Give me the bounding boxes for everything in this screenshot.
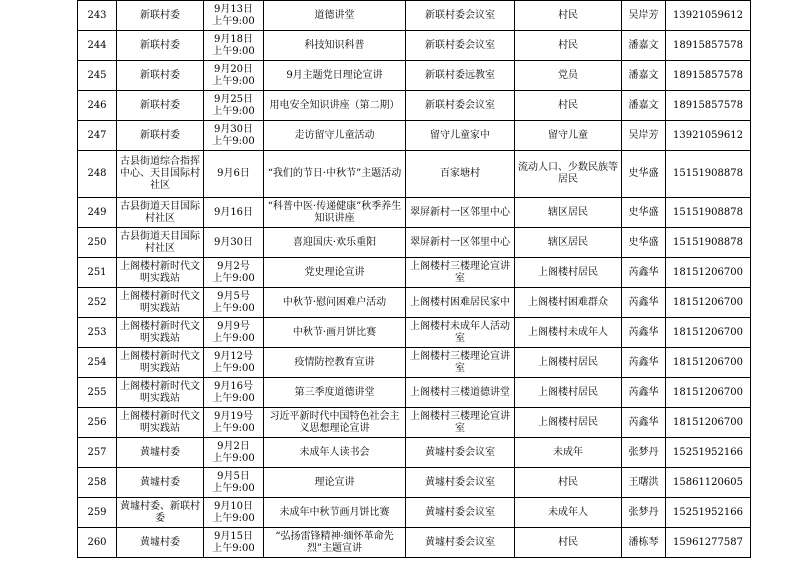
row-number-cell: 248: [78, 151, 117, 198]
activity-schedule-table: [77, 0, 751, 558]
contact-phone-cell: 18915857578: [666, 61, 751, 91]
contact-phone-cell: 18151206700: [666, 378, 751, 408]
activity-title-cell: 习近平新时代中国特色社会主义思想理论宣讲: [264, 408, 406, 438]
table-row: [78, 288, 751, 318]
audience-cell: 上阁楼村困难群众: [515, 288, 622, 318]
row-number-cell: 243: [78, 1, 117, 31]
organizer-cell: 上阁楼村新时代文明实践站: [117, 378, 204, 408]
contact-phone-cell: 18151206700: [666, 258, 751, 288]
audience-cell: 村民: [515, 31, 622, 61]
organizer-cell: 黄墟村委、新联村委: [117, 498, 204, 528]
contact-person-cell: 张梦丹: [622, 498, 666, 528]
contact-phone-cell: 15251952166: [666, 498, 751, 528]
row-number-cell: 250: [78, 228, 117, 258]
row-number-cell: 256: [78, 408, 117, 438]
audience-cell: 留守儿童: [515, 121, 622, 151]
contact-phone-cell: 18151206700: [666, 408, 751, 438]
contact-person-cell: 芮鑫华: [622, 318, 666, 348]
row-number-cell: 260: [78, 528, 117, 558]
venue-cell: 上阁楼村三楼理论宣讲室: [406, 348, 515, 378]
audience-cell: 上阁楼村居民: [515, 378, 622, 408]
audience-cell: 上阁楼村居民: [515, 258, 622, 288]
organizer-cell: 上阁楼村新时代文明实践站: [117, 408, 204, 438]
audience-cell: 流动人口、少数民族等居民: [515, 151, 622, 198]
contact-phone-cell: 15151908878: [666, 151, 751, 198]
venue-cell: 新联村委会议室: [406, 1, 515, 31]
organizer-cell: 上阁楼村新时代文明实践站: [117, 318, 204, 348]
organizer-cell: 上阁楼村新时代文明实践站: [117, 258, 204, 288]
contact-person-cell: 芮鑫华: [622, 288, 666, 318]
venue-cell: 新联村委会议室: [406, 91, 515, 121]
table-row: [78, 31, 751, 61]
venue-cell: 上阁楼村未成年人活动室: [406, 318, 515, 348]
contact-person-cell: 史华盛: [622, 198, 666, 228]
activity-title-cell: 用电安全知识讲座（第二期）: [264, 91, 406, 121]
table-row: [78, 498, 751, 528]
organizer-cell: 黄墟村委: [117, 468, 204, 498]
table-row: [78, 258, 751, 288]
row-number-cell: 244: [78, 31, 117, 61]
activity-title-cell: “科普中医·传递健康”秋季养生知识讲座: [264, 198, 406, 228]
activity-title-cell: 道德讲堂: [264, 1, 406, 31]
table-row: [78, 198, 751, 228]
contact-phone-cell: 18915857578: [666, 31, 751, 61]
audience-cell: 村民: [515, 528, 622, 558]
activity-title-cell: 中秋节·画月饼比赛: [264, 318, 406, 348]
organizer-cell: 上阁楼村新时代文明实践站: [117, 348, 204, 378]
date-time-cell: 9月15日 上午9:00: [204, 528, 264, 558]
activity-title-cell: 党史理论宣讲: [264, 258, 406, 288]
activity-title-cell: 未成年人读书会: [264, 438, 406, 468]
venue-cell: 黄墟村委会议室: [406, 528, 515, 558]
venue-cell: 上阁楼村困难居民家中: [406, 288, 515, 318]
table-row: [78, 528, 751, 558]
activity-title-cell: 疫情防控教育宣讲: [264, 348, 406, 378]
contact-person-cell: 潘嘉文: [622, 31, 666, 61]
contact-phone-cell: 18151206700: [666, 348, 751, 378]
table-row: [78, 151, 751, 198]
venue-cell: 上阁楼村三楼理论宣讲室: [406, 408, 515, 438]
date-time-cell: 9月25日 上午9:00: [204, 91, 264, 121]
audience-cell: 村民: [515, 91, 622, 121]
contact-person-cell: 芮鑫华: [622, 408, 666, 438]
table-row: [78, 228, 751, 258]
date-time-cell: 9月19号 上午9:00: [204, 408, 264, 438]
activity-title-cell: 未成年中秋节画月饼比赛: [264, 498, 406, 528]
venue-cell: 黄墟村委会议室: [406, 468, 515, 498]
row-number-cell: 258: [78, 468, 117, 498]
date-time-cell: 9月18日 上午9:00: [204, 31, 264, 61]
audience-cell: 上阁楼村未成年人: [515, 318, 622, 348]
audience-cell: 辖区居民: [515, 228, 622, 258]
contact-person-cell: 张梦丹: [622, 438, 666, 468]
row-number-cell: 253: [78, 318, 117, 348]
venue-cell: 翠屏新村一区邻里中心: [406, 198, 515, 228]
table-row: [78, 91, 751, 121]
row-number-cell: 249: [78, 198, 117, 228]
date-time-cell: 9月16日: [204, 198, 264, 228]
contact-person-cell: 史华盛: [622, 151, 666, 198]
date-time-cell: 9月20日 上午9:00: [204, 61, 264, 91]
audience-cell: 上阁楼村居民: [515, 408, 622, 438]
contact-phone-cell: 15861120605: [666, 468, 751, 498]
organizer-cell: 新联村委: [117, 31, 204, 61]
audience-cell: 村民: [515, 1, 622, 31]
organizer-cell: 上阁楼村新时代文明实践站: [117, 288, 204, 318]
venue-cell: 翠屏新村一区邻里中心: [406, 228, 515, 258]
date-time-cell: 9月2号 上午9:00: [204, 258, 264, 288]
audience-cell: 未成年人: [515, 498, 622, 528]
organizer-cell: 新联村委: [117, 121, 204, 151]
organizer-cell: 黄墟村委: [117, 438, 204, 468]
organizer-cell: 新联村委: [117, 61, 204, 91]
contact-person-cell: 王曙洪: [622, 468, 666, 498]
date-time-cell: 9月9号 上午9:00: [204, 318, 264, 348]
contact-phone-cell: 15151908878: [666, 228, 751, 258]
audience-cell: 辖区居民: [515, 198, 622, 228]
contact-phone-cell: 15151908878: [666, 198, 751, 228]
contact-phone-cell: 15251952166: [666, 438, 751, 468]
activity-title-cell: 中秋节·慰问困难户活动: [264, 288, 406, 318]
table-row: [78, 468, 751, 498]
row-number-cell: 255: [78, 378, 117, 408]
table-row: [78, 1, 751, 31]
date-time-cell: 9月5日 上午9:00: [204, 468, 264, 498]
contact-person-cell: 潘嘉文: [622, 61, 666, 91]
row-number-cell: 259: [78, 498, 117, 528]
contact-phone-cell: 18915857578: [666, 91, 751, 121]
venue-cell: 上阁楼村三楼理论宣讲室: [406, 258, 515, 288]
venue-cell: 黄墟村委会议室: [406, 438, 515, 468]
table-row: [78, 348, 751, 378]
venue-cell: 新联村委会议室: [406, 31, 515, 61]
date-time-cell: 9月5号 上午9:00: [204, 288, 264, 318]
venue-cell: 百家塘村: [406, 151, 515, 198]
audience-cell: 未成年: [515, 438, 622, 468]
date-time-cell: 9月13日 上午9:00: [204, 1, 264, 31]
contact-phone-cell: 18151206700: [666, 318, 751, 348]
date-time-cell: 9月12号 上午9:00: [204, 348, 264, 378]
venue-cell: 黄墟村委会议室: [406, 498, 515, 528]
organizer-cell: 古县街道天目国际村社区: [117, 228, 204, 258]
activity-title-cell: 第三季度道德讲堂: [264, 378, 406, 408]
row-number-cell: 245: [78, 61, 117, 91]
organizer-cell: 新联村委: [117, 1, 204, 31]
venue-cell: 留守儿童家中: [406, 121, 515, 151]
audience-cell: 党员: [515, 61, 622, 91]
date-time-cell: 9月30日: [204, 228, 264, 258]
activity-title-cell: 喜迎国庆·欢乐重阳: [264, 228, 406, 258]
table-row: [78, 121, 751, 151]
date-time-cell: 9月30日 上午9:00: [204, 121, 264, 151]
contact-phone-cell: 13921059612: [666, 121, 751, 151]
contact-phone-cell: 18151206700: [666, 288, 751, 318]
table-row: [78, 378, 751, 408]
row-number-cell: 251: [78, 258, 117, 288]
contact-person-cell: 吴岸芳: [622, 1, 666, 31]
contact-person-cell: 潘栋琴: [622, 528, 666, 558]
table-row: [78, 438, 751, 468]
contact-person-cell: 吴岸芳: [622, 121, 666, 151]
contact-person-cell: 史华盛: [622, 228, 666, 258]
row-number-cell: 247: [78, 121, 117, 151]
contact-person-cell: 芮鑫华: [622, 378, 666, 408]
venue-cell: 新联村委远教室: [406, 61, 515, 91]
organizer-cell: 古县街道综合指挥中心、天目国际村社区: [117, 151, 204, 198]
contact-person-cell: 芮鑫华: [622, 348, 666, 378]
row-number-cell: 257: [78, 438, 117, 468]
organizer-cell: 古县街道天目国际村社区: [117, 198, 204, 228]
row-number-cell: 254: [78, 348, 117, 378]
date-time-cell: 9月6日: [204, 151, 264, 198]
table-row: [78, 61, 751, 91]
venue-cell: 上阁楼村三楼道德讲堂: [406, 378, 515, 408]
activity-title-cell: 科技知识科普: [264, 31, 406, 61]
date-time-cell: 9月10日 上午9:00: [204, 498, 264, 528]
table-row: [78, 318, 751, 348]
activity-title-cell: “我们的节日·中秋节”主题活动: [264, 151, 406, 198]
audience-cell: 村民: [515, 468, 622, 498]
audience-cell: 上阁楼村居民: [515, 348, 622, 378]
date-time-cell: 9月16号 上午9:00: [204, 378, 264, 408]
organizer-cell: 新联村委: [117, 91, 204, 121]
contact-phone-cell: 13921059612: [666, 1, 751, 31]
contact-person-cell: 潘嘉文: [622, 91, 666, 121]
activity-title-cell: “弘扬雷锋精神·缅怀革命先烈”主题宣讲: [264, 528, 406, 558]
table-row: [78, 408, 751, 438]
row-number-cell: 252: [78, 288, 117, 318]
activity-title-cell: 9月主题党日理论宣讲: [264, 61, 406, 91]
row-number-cell: 246: [78, 91, 117, 121]
contact-phone-cell: 15961277587: [666, 528, 751, 558]
activity-title-cell: 理论宣讲: [264, 468, 406, 498]
organizer-cell: 黄墟村委: [117, 528, 204, 558]
contact-person-cell: 芮鑫华: [622, 258, 666, 288]
date-time-cell: 9月2日 上午9:00: [204, 438, 264, 468]
activity-title-cell: 走访留守儿童活动: [264, 121, 406, 151]
